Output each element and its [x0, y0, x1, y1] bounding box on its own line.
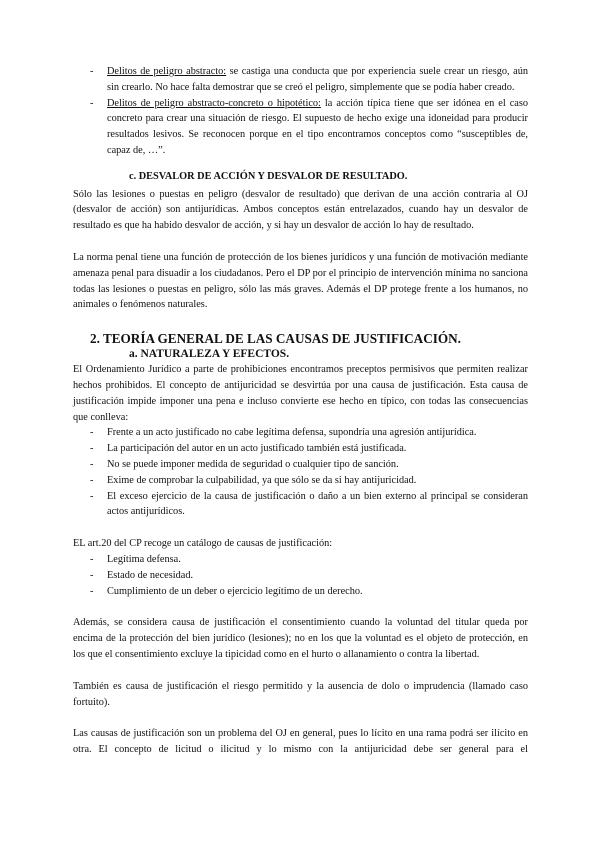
term-description: la acción típica tiene que ser idónea en el caso concreto para crear una situación de riesgo. El supuesto de hecho exige una idoneidad para producir resultados lesivos. Se reconocen porque en el tipo encontramos conceptos como “susceptibles de, capaz de, …”. [107, 97, 528, 156]
bullet-dash: - [90, 66, 94, 77]
paragraph: También es causa de justificación el riesgo permitido y la ausencia de dolo o imprudencia (llamado caso fortuito). [73, 680, 528, 708]
list-item: - La participación del autor en un acto justificado también está justificada. [90, 443, 407, 455]
list-item: - Legítima defensa. [90, 553, 181, 565]
list-item [73, 96, 528, 159]
list-item: - Cumplimiento de un deber o ejercicio legítimo de un derecho. [90, 585, 363, 597]
list-item: - Frente a un acto justificado no cabe legítima defensa, supondría una agresión antijurídica. [90, 427, 477, 439]
section-2-title: 2. TEORÍA GENERAL DE LAS CAUSAS DE JUSTIFICACIÓN. [90, 331, 461, 347]
document-page [73, 64, 528, 758]
list-item: - Estado de necesidad. [90, 569, 194, 581]
bullet-dash: - [90, 97, 94, 109]
paragraph: Sólo las lesiones o puestas en peligro (desvalor de resultado) que derivan de una acción contraria al OJ (desvalor de acción) son antijurídicas. Ambos conceptos están entrelazados, cuando hay un desvalor de resultado es que ha habido desvalor de acción, y si hay un desvalor de acción lo hay de resultado. [73, 188, 528, 232]
list-item: - Exime de comprobar la culpabilidad, ya que sólo se da si hay antijuricidad. [90, 474, 417, 486]
paragraph: EL art.20 del CP recoge un catálogo de causas de justificación: [73, 538, 333, 550]
section-a-heading: a. NATURALEZA Y EFECTOS. [129, 348, 290, 361]
term-description: se castiga una conducta que por experiencia suele crear un riesgo, aún sin crearlo. No hace falta demostrar que se creó el peligro, simplemente que se podía haber creado. [107, 66, 528, 93]
section-c-heading: c. DESVALOR DE ACCIÓN Y DESVALOR DE RESULTADO. [129, 170, 408, 182]
list-item: - No se puede imponer medida de seguridad o cualquier tipo de sanción. [90, 458, 399, 470]
paragraph: Las causas de justificación son un problema del OJ en general, pues lo lícito en una rama podrá ser ilícito en otra. El concepto de licitud o ilicitud y lo mismo con la antijuricidad debe ser general para el [73, 728, 528, 756]
paragraph: La norma penal tiene una función de protección de los bienes jurídicos y una función de motivación mediante amenaza penal para disuadir a los ciudadanos. Pero el DP por el principio de intervención mínima no sanciona todas las lesiones o puestas en peligro, sólo las más graves. Además el DP protege frente a los humanos, no animales o fenómenos naturales. [73, 251, 528, 311]
list-item [73, 64, 528, 96]
list-item: - El exceso ejercicio de la causa de justificación o daño a un bien externo al principal se consideran actos antijurídicos. [90, 490, 528, 518]
term-peligro-abstracto-concreto: Delitos de peligro abstracto-concreto o hipotético: [107, 97, 321, 109]
paragraph: El Ordenamiento Jurídico a parte de prohibiciones encontramos preceptos permisivos que permiten realizar hechos prohibidos. El concepto de antijuricidad se desvirtúa por una causa de justificación. Esta causa de justificación impide imponer una pena e incluso convierte ese hecho en típico, con todas las consecuencias que conlleva: [73, 364, 528, 423]
term-peligro-abstracto: Delitos de peligro abstracto: [107, 66, 227, 77]
paragraph: Además, se considera causa de justificación el consentimiento cuando la voluntad del titular queda por encima de la protección del bien jurídico (lesiones); no en los que la voluntad es el objeto de protección, en los que el consentimiento excluye la tipicidad como en el hurto o allanamiento o contra la libertad. [73, 617, 528, 660]
